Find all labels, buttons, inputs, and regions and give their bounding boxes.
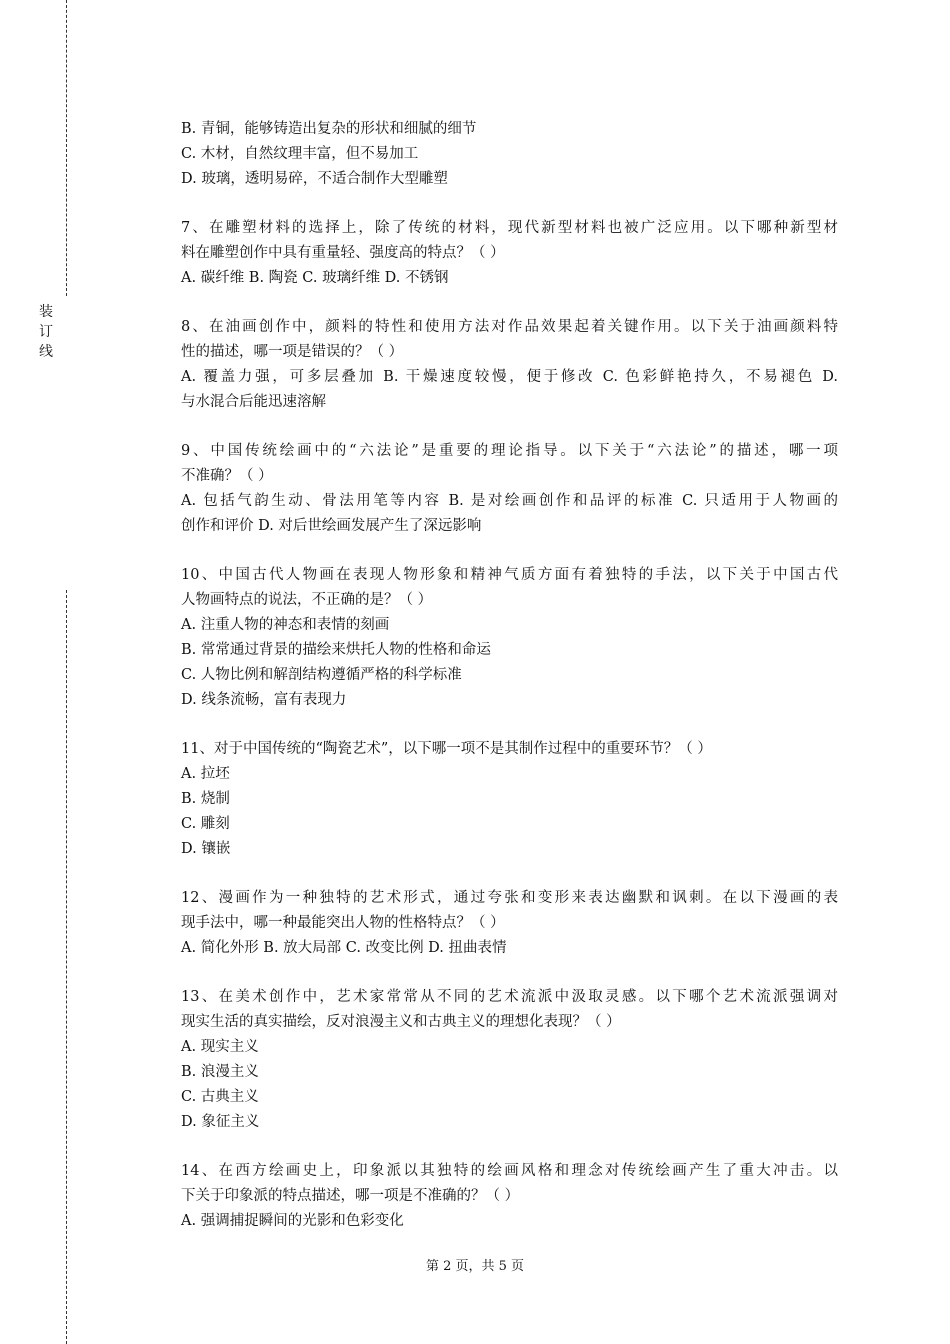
binding-char: 装 — [39, 304, 53, 320]
question-block — [181, 117, 838, 192]
question-block — [181, 439, 838, 539]
text-line: 现实生活的真实描绘，反对浪漫主义和古典主义的理想化表现？（ ） — [181, 1014, 621, 1030]
text-line: B. 烧制 — [181, 791, 230, 807]
question-content — [181, 117, 838, 1234]
question-block — [181, 737, 838, 862]
text-line: 不准确？（ ） — [181, 468, 273, 484]
block-gap — [181, 539, 838, 563]
block-gap — [181, 1135, 838, 1159]
text-line: 现手法中，哪一种最能突出人物的性格特点？（ ） — [181, 915, 505, 931]
block-gap — [181, 713, 838, 737]
text-line: 人物画特点的说法，不正确的是？（ ） — [181, 592, 433, 608]
text-line: 9、中国传统绘画中的“六法论”是重要的理论指导。以下关于“六法论”的描述，哪一项 — [181, 443, 838, 459]
block-gap — [181, 291, 838, 315]
binding-dashed-line-top — [66, 0, 67, 296]
text-line: D. 镶嵌 — [181, 841, 231, 857]
block-gap — [181, 961, 838, 985]
text-line: A. 拉坯 — [181, 766, 230, 782]
text-line: C. 古典主义 — [181, 1089, 259, 1105]
text-line: 11、对于中国传统的“陶瓷艺术”，以下哪一项不是其制作过程中的重要环节？（ ） — [181, 741, 712, 757]
text-line: A. 简化外形 B. 放大局部 C. 改变比例 D. 扭曲表情 — [181, 940, 507, 956]
question-block — [181, 315, 838, 415]
block-gap — [181, 415, 838, 439]
question-block — [181, 886, 838, 961]
binding-char: 线 — [39, 344, 53, 360]
text-line: A. 覆盖力强，可多层叠加 B. 干燥速度较慢，便于修改 C. 色彩鲜艳持久，不易褪色 D. — [181, 369, 838, 385]
binding-char: 订 — [39, 324, 53, 340]
binding-dashed-line-bottom — [66, 590, 67, 1344]
text-line: B. 浪漫主义 — [181, 1064, 259, 1080]
question-block — [181, 985, 838, 1135]
text-line: 12、漫画作为一种独特的艺术形式，通过夸张和变形来表达幽默和讽刺。在以下漫画的表 — [181, 890, 838, 906]
text-line: B. 常常通过背景的描绘来烘托人物的性格和命运 — [181, 642, 491, 658]
text-line: 10、中国古代人物画在表现人物形象和精神气质方面有着独特的手法，以下关于中国古代 — [181, 567, 838, 583]
page-footer: 第 2 页，共 5 页 — [425, 1259, 525, 1274]
text-line: C. 雕刻 — [181, 816, 230, 832]
text-line: C. 人物比例和解剖结构遵循严格的科学标准 — [181, 667, 462, 683]
text-line: 7、在雕塑材料的选择上，除了传统的材料，现代新型材料也被广泛应用。以下哪种新型材 — [181, 220, 838, 236]
text-line: 14、在西方绘画史上，印象派以其独特的绘画风格和理念对传统绘画产生了重大冲击。以 — [181, 1163, 838, 1179]
text-line: A. 强调捕捉瞬间的光影和色彩变化 — [181, 1213, 404, 1229]
text-line: D. 玻璃，透明易碎，不适合制作大型雕塑 — [181, 171, 448, 187]
text-line: A. 包括气韵生动、骨法用笔等内容 B. 是对绘画创作和品评的标准 C. 只适用于人物画的 — [181, 493, 838, 509]
question-block — [181, 1159, 838, 1234]
question-block — [181, 563, 838, 713]
block-gap — [181, 192, 838, 216]
question-block — [181, 216, 838, 291]
text-line: 料在雕塑创作中具有重量轻、强度高的特点？（ ） — [181, 245, 505, 261]
text-line: 性的描述，哪一项是错误的？（ ） — [181, 344, 404, 360]
text-line: 下关于印象派的特点描述，哪一项是不准确的？（ ） — [181, 1188, 520, 1204]
text-line: C. 木材，自然纹理丰富，但不易加工 — [181, 146, 419, 162]
text-line: 创作和评价 D. 对后世绘画发展产生了深远影响 — [181, 518, 482, 534]
text-line: D. 线条流畅，富有表现力 — [181, 692, 347, 708]
text-line: B. 青铜，能够铸造出复杂的形状和细腻的细节 — [181, 121, 477, 137]
binding-label — [37, 302, 55, 362]
text-line: 8、在油画创作中，颜料的特性和使用方法对作品效果起着关键作用。以下关于油画颜料特 — [181, 319, 838, 335]
text-line: A. 注重人物的神态和表情的刻画 — [181, 617, 390, 633]
text-line: A. 碳纤维 B. 陶瓷 C. 玻璃纤维 D. 不锈钢 — [181, 270, 449, 286]
text-line: 与水混合后能迅速溶解 — [181, 394, 326, 410]
text-line: 13、在美术创作中，艺术家常常从不同的艺术流派中汲取灵感。以下哪个艺术流派强调对 — [181, 989, 838, 1005]
block-gap — [181, 862, 838, 886]
text-line: D. 象征主义 — [181, 1114, 260, 1130]
text-line: A. 现实主义 — [181, 1039, 259, 1055]
